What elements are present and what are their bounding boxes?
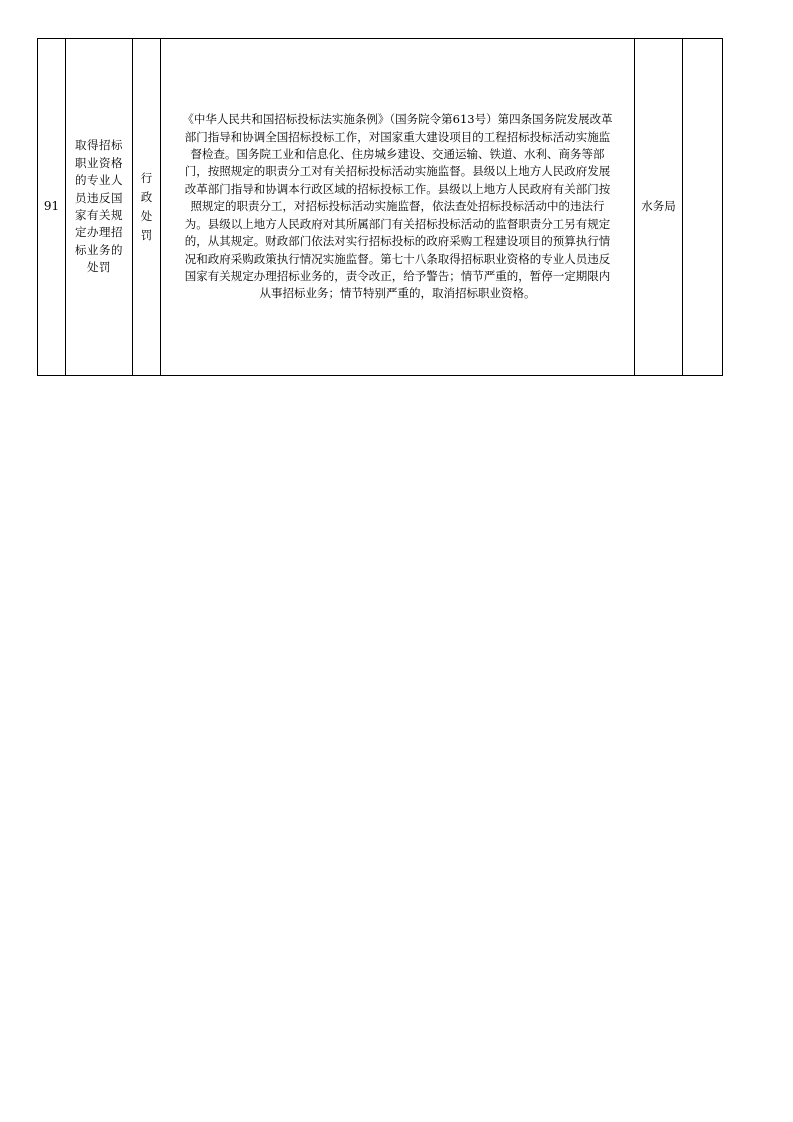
legal-basis-cell bbox=[161, 39, 635, 376]
department-cell bbox=[635, 39, 683, 376]
row-number: 91 bbox=[43, 199, 60, 214]
penalty-table bbox=[37, 38, 723, 376]
power-type-cell bbox=[133, 39, 161, 376]
item-name: 取得招标职业资格的专业人员违反国家有关规定办理招标业务的处罚 bbox=[75, 138, 123, 275]
power-type: 行政处罚 bbox=[140, 171, 153, 242]
item-name-cell bbox=[66, 39, 133, 376]
row-number-cell bbox=[38, 39, 66, 376]
note-cell bbox=[683, 39, 723, 376]
table-row bbox=[38, 39, 723, 376]
department-name: 水务局 bbox=[641, 199, 676, 214]
legal-basis-text: 《中华人民共和国招标投标法实施条例》（国务院令第613号）第四条国务院发展改革部门指导和协调全国招标投标工作，对国家重大建设项目的工程招标投标活动实施监督检查。国务院工业和信息化、住房城乡建设、交通运输、铁道、水利、商务等部门，按照规定的职责分工对有关招标投标活动实施监督。县级以上地方人民政府发展改革部门指导和协调本行政区域的招标投标工作。县级以上地方人民政府有关部门按照规定的职责分工，对招标投标活动实施监督，依法查处招标投标活动中的违法行为。县级以上地方人民政府对其所属部门有关招标投标活动的监督职责分工另有规定的，从其规定。财政部门依法对实行招标投标的政府采购工程建设项目的预算执行情况和政府采购政策执行情况实施监督。第七十八条取得招标职业资格的专业人员违反国家有关规定办理招标业务的，责令改正，给予警告；情节严重的，暂停一定期限内从事招标业务；情节特别严重的，取消招标职业资格。 bbox=[182, 112, 613, 301]
